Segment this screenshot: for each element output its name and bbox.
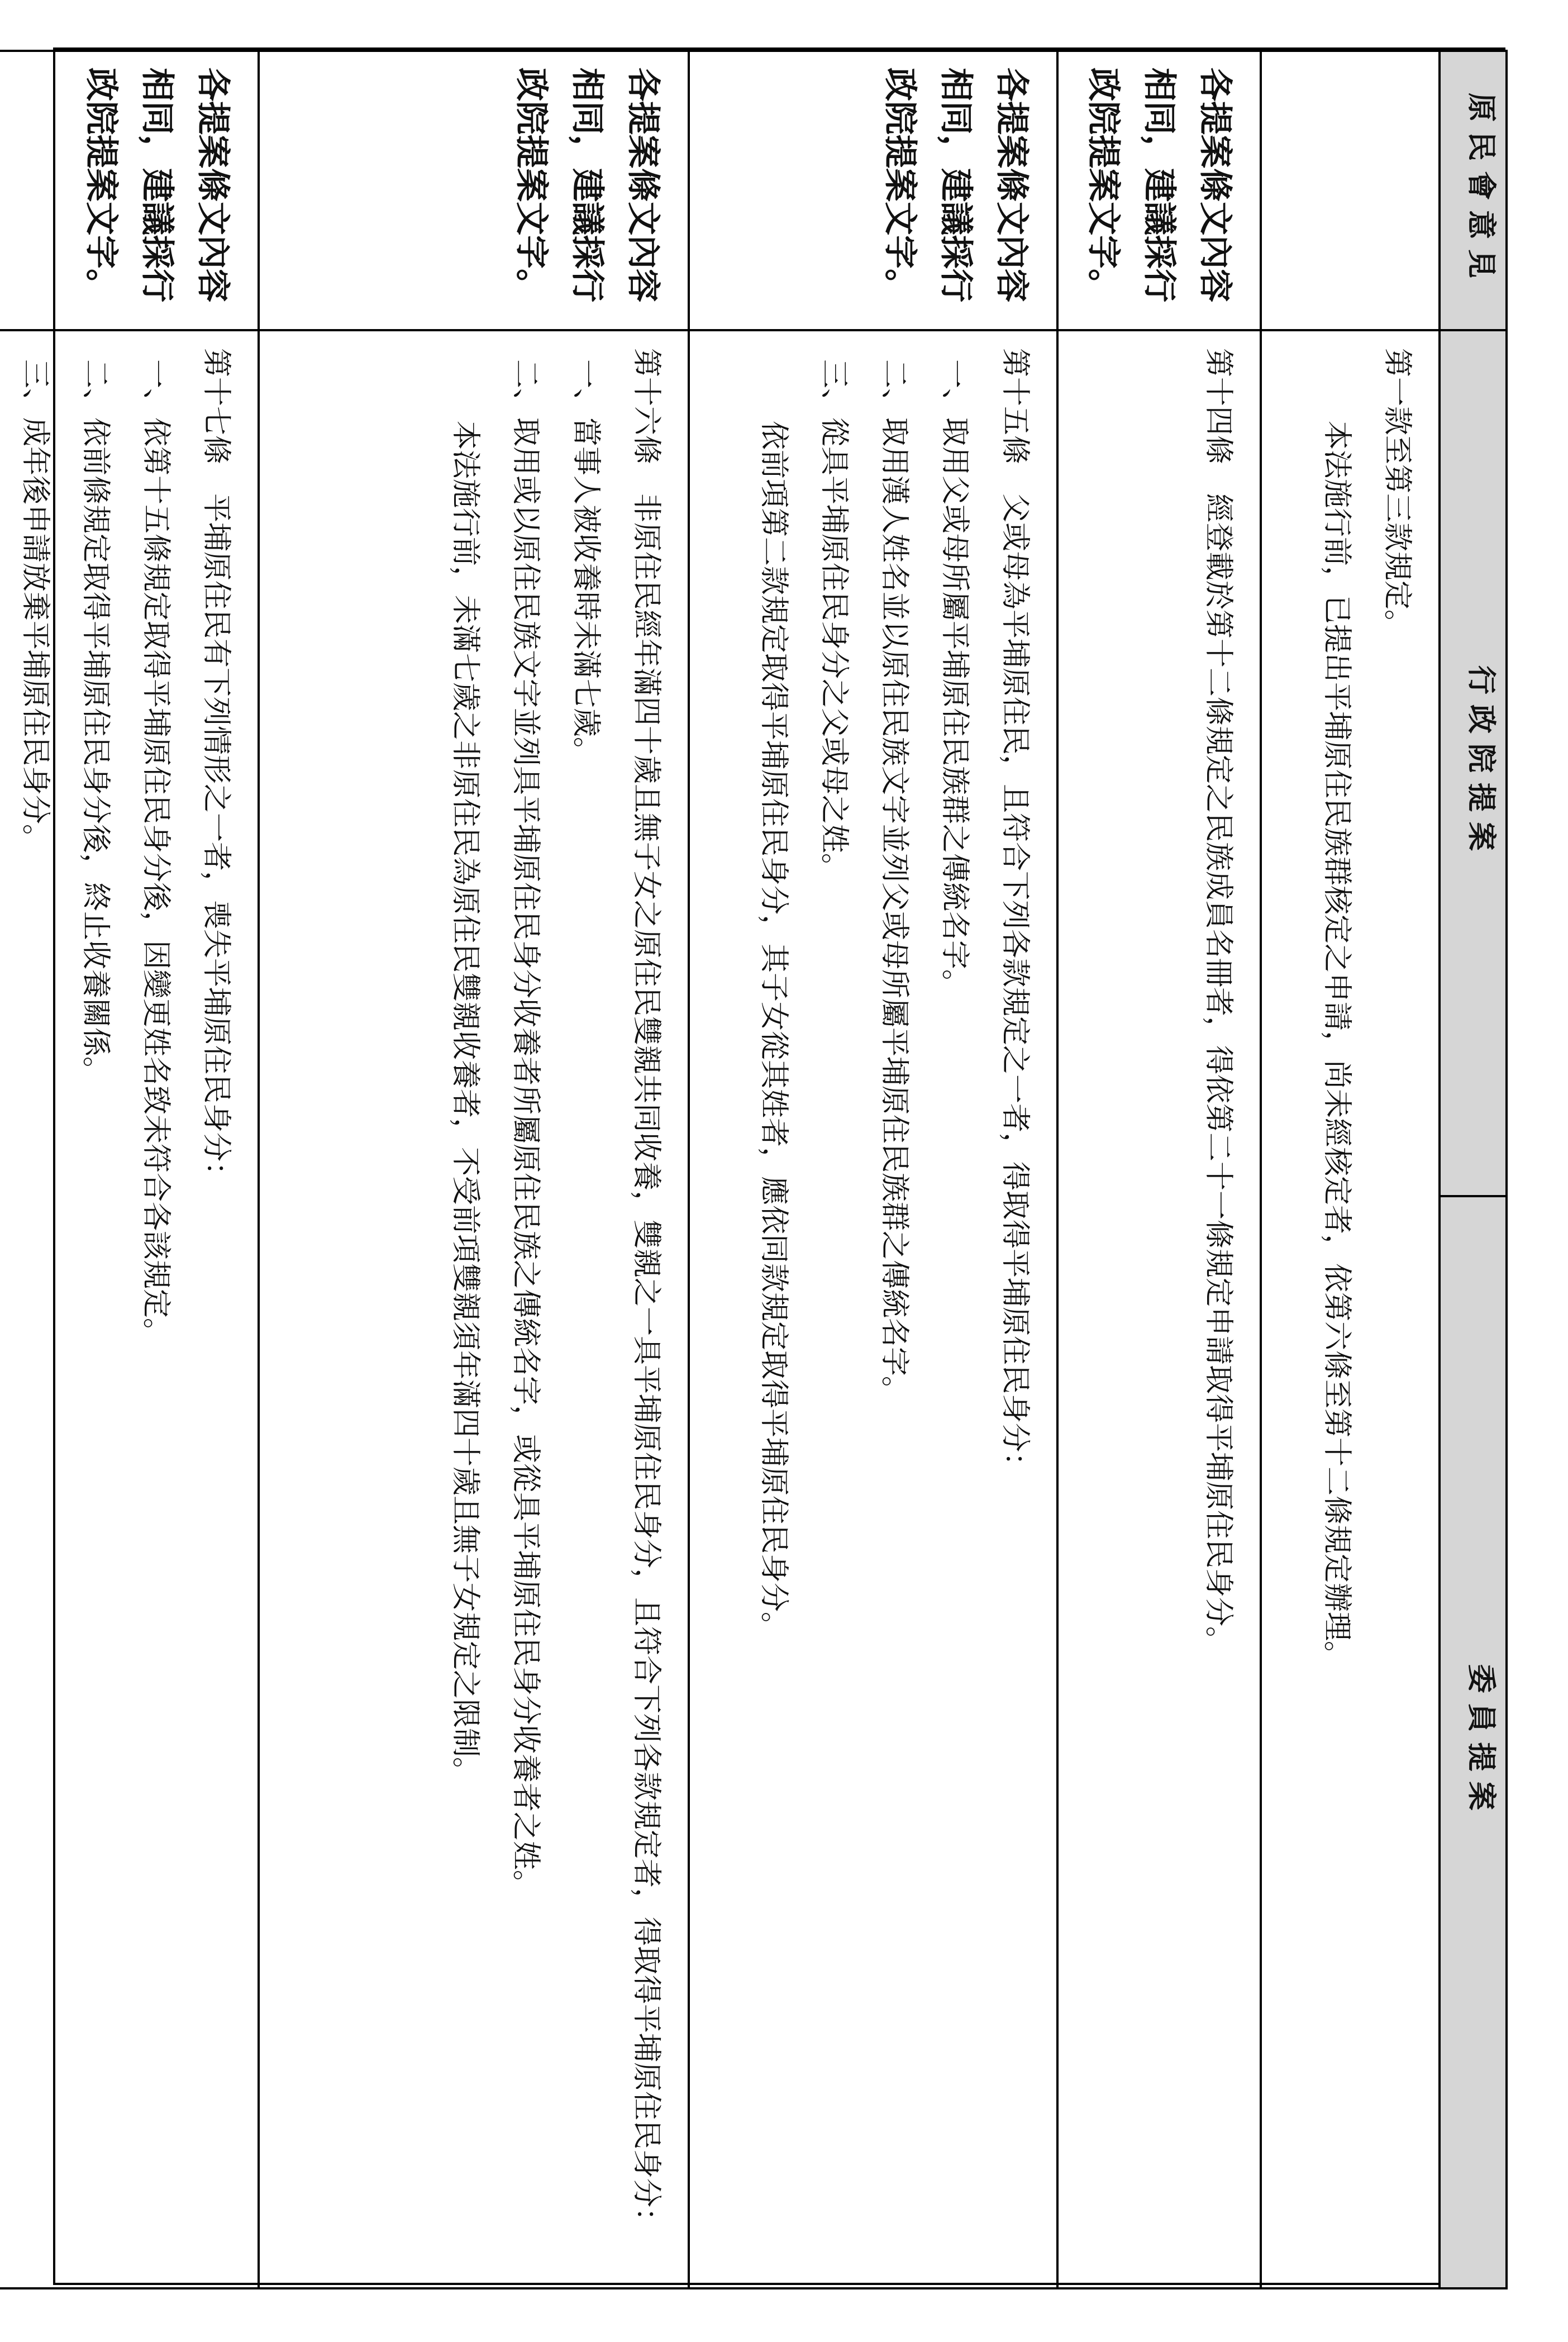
article-17-text: 第十七條 平埔原住民有下列情形之一者，喪失平埔原住民身分： [199,348,233,1191]
list-item: 二、取用漢人姓名並以原住民族文字並列父或母所屬平埔原住民族群之傳統名字。 [878,359,911,1406]
list-item: 二、取用或以原住民族文字並列具平埔原住民身分收養者所屬原住民族之傳統名字，或從具平埔原住民身分收養者之姓。 [509,359,542,1900]
list-item: 一、取用父或母所屬平埔原住民族群之傳統名字。 [938,359,971,999]
executive-proposal-cell [1057,330,1261,2288]
scanned-page [18,47,1505,2285]
list-item: 二、依前條規定取得平埔原住民身分後，終止收養關係。 [79,359,112,1086]
opinion-cell: 各提案條文內容相同，建議採行政院提案文字。 [689,51,1057,330]
executive-proposal-cell [1261,330,1440,2288]
article-paragraph: 依前項第二款規定取得平埔原住民身分，其子女從其姓者，應依同款規定取得平埔原住民身分。 [757,421,790,1641]
opinion-cell: 各提案條文內容相同，建議採行政院提案文字。 [0,51,259,330]
executive-proposal-cell [689,330,1057,2288]
table-row [259,51,689,2288]
header-executive-proposal: 行政院提案 [1440,330,1507,1196]
table-row [689,51,1057,2288]
article-15-text: 第十五條 父或母為平埔原住民，且符合下列各款規定之一者，得取得平埔原住民身分： [998,348,1032,1482]
article-14-text: 第十四條 經登載於第十二條規定之民族成員名冊者，得依第二十一條規定申請取得平埔原住民身分。 [1202,348,1235,1656]
list-item: 三、從具平埔原住民身分之父或母之姓。 [817,359,851,883]
article-16-text: 第十六條 非原住民經年滿四十歲且無子女之原住民雙親共同收養，雙親之一具平埔原住民身分，且符合下列各款規定者，得取得平埔原住民身分： [630,348,663,2237]
comparison-table [0,50,1508,2289]
opinion-cell [1261,51,1440,330]
table-row [0,51,259,2288]
executive-proposal-cell [0,330,259,2288]
opinion-cell: 各提案條文內容相同，建議採行政院提案文字。 [259,51,689,330]
rotated-document [18,50,1508,2287]
header-member-proposal: 委員提案 [1440,1196,1507,2288]
list-item: 三、成年後申請放棄平埔原住民身分。 [18,359,52,854]
executive-proposal-cell [259,330,689,2288]
list-item: 一、依第十五條規定取得平埔原住民身分後，因變更姓名致未符合各該規定。 [139,359,173,1348]
article-paragraph: 本法施行前，已提出平埔原住民族群核定之申請，尚未經核定者，依第六條至第十二條規定辦理。 [1320,421,1353,1670]
list-item: 一、當事人被收養時未滿七歲。 [569,359,603,767]
header-opinion: 原民會意見 [1440,51,1507,330]
header-row [1440,51,1507,2288]
opinion-cell: 各提案條文內容相同，建議採行政院提案文字。 [1057,51,1261,330]
article-text: 第一款至第三款規定。 [1380,348,1414,639]
table-row [1057,51,1261,2288]
article-paragraph: 本法施行前，未滿七歲之非原住民為原住民雙親收養者，不受前項雙親須年滿四十歲且無子女規定之限制。 [449,421,482,1787]
table-row [1261,51,1440,2288]
